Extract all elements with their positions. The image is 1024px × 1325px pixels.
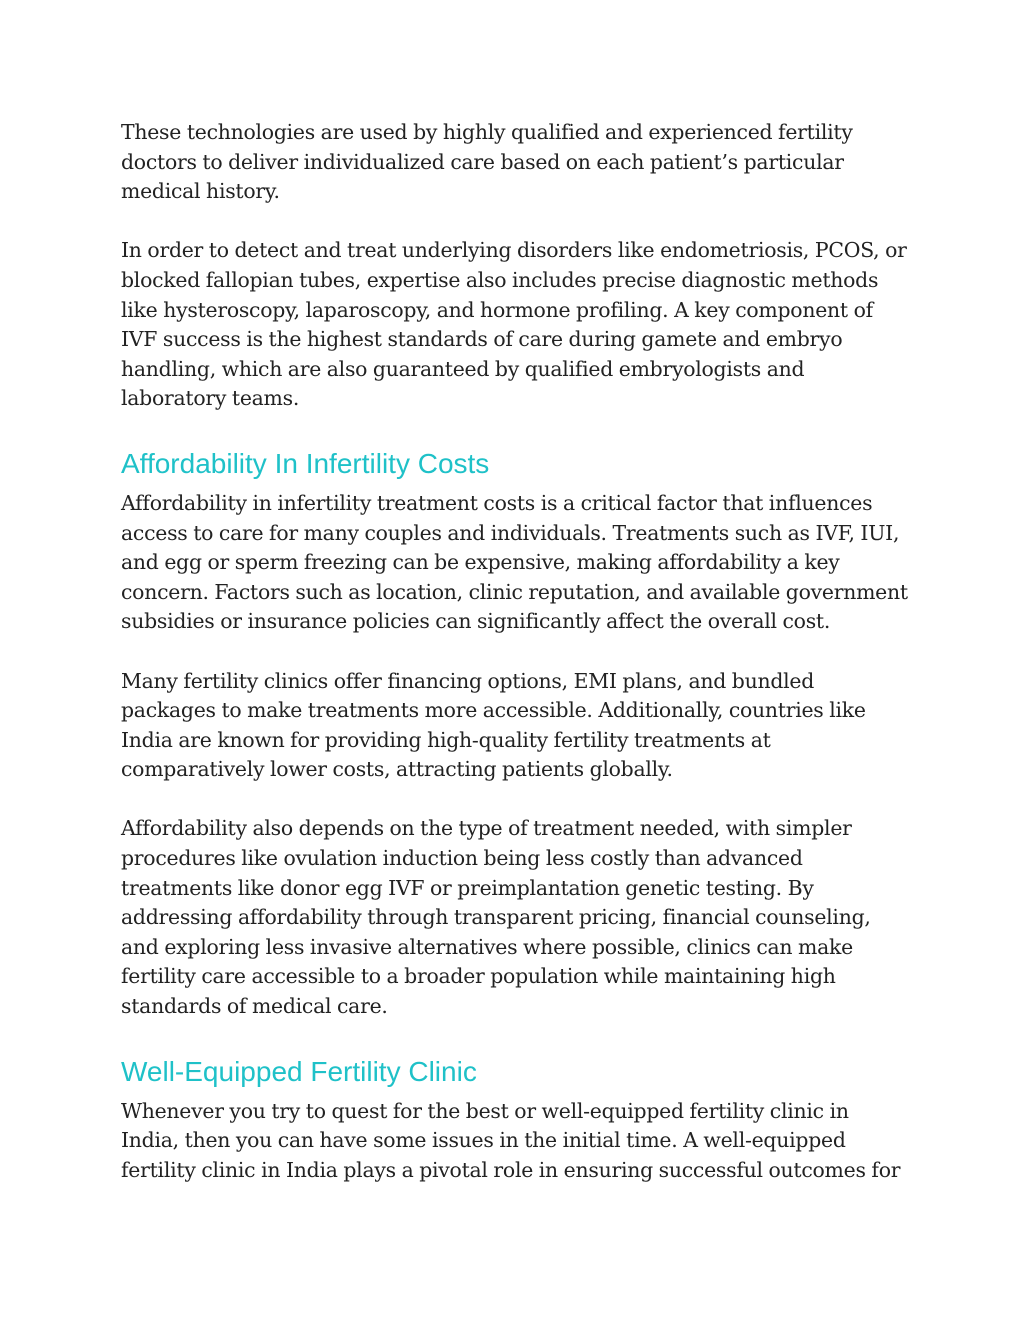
section-spacer [121, 414, 911, 447]
well-equipped-paragraph-1: Whenever you try to quest for the best or well-equipped fertility clinic in India, then you can have some issues in the initial time. A well-equipped fertility clinic in India plays a pivotal role in ensuring successful outcomes for [121, 1098, 901, 1182]
section-spacer [121, 1022, 911, 1055]
paragraph-spacer [121, 207, 911, 237]
affordability-paragraph-2: Many fertility clinics offer financing options, EMI plans, and bundled packages to make treatments more accessible. Additionally, countries like India are known for providing high-quality fertility treatments at comparatively lower costs, attracting patients globally. [121, 668, 866, 782]
affordability-heading: Affordability In Infertility Costs [121, 447, 490, 479]
well-equipped-heading: Well-Equipped Fertility Clinic [121, 1055, 477, 1087]
intro-paragraph-2: In order to detect and treat underlying disorders like endometriosis, PCOS, or blocked fallopian tubes, expertise also includes precise diagnostic methods like hysteroscopy, laparoscopy, and hormone profiling. A key component of IVF success is the highest standards of care during gamete and embryo handling, which are also guaranteed by qualified embryologists and laboratory teams. [121, 238, 907, 411]
heading-spacer [121, 1089, 911, 1097]
intro-paragraph-1: These technologies are used by highly qualified and experienced fertility doctors to deliver individualized care based on each patient’s particular medical history. [121, 120, 853, 204]
paragraph-spacer [121, 785, 911, 815]
document-content [121, 118, 911, 1185]
affordability-paragraph-3: Affordability also depends on the type of treatment needed, with simpler procedures like ovulation induction being less costly than advanced treatments like donor egg IVF or preimplantation genetic testing. By addressing affordability through transparent pricing, financial counseling, and exploring less invasive alternatives where possible, clinics can make fertility care accessible to a broader population while maintaining high standards of medical care. [121, 816, 871, 1019]
paragraph-spacer [121, 637, 911, 667]
affordability-paragraph-1: Affordability in infertility treatment costs is a critical factor that influences access to care for many couples and individuals. Treatments such as IVF, IUI, and egg or sperm freezing can be expensive, making affordability a key concern. Factors such as location, clinic reputation, and available government subsidies or insurance policies can significantly affect the overall cost. [121, 490, 908, 634]
heading-spacer [121, 481, 911, 489]
